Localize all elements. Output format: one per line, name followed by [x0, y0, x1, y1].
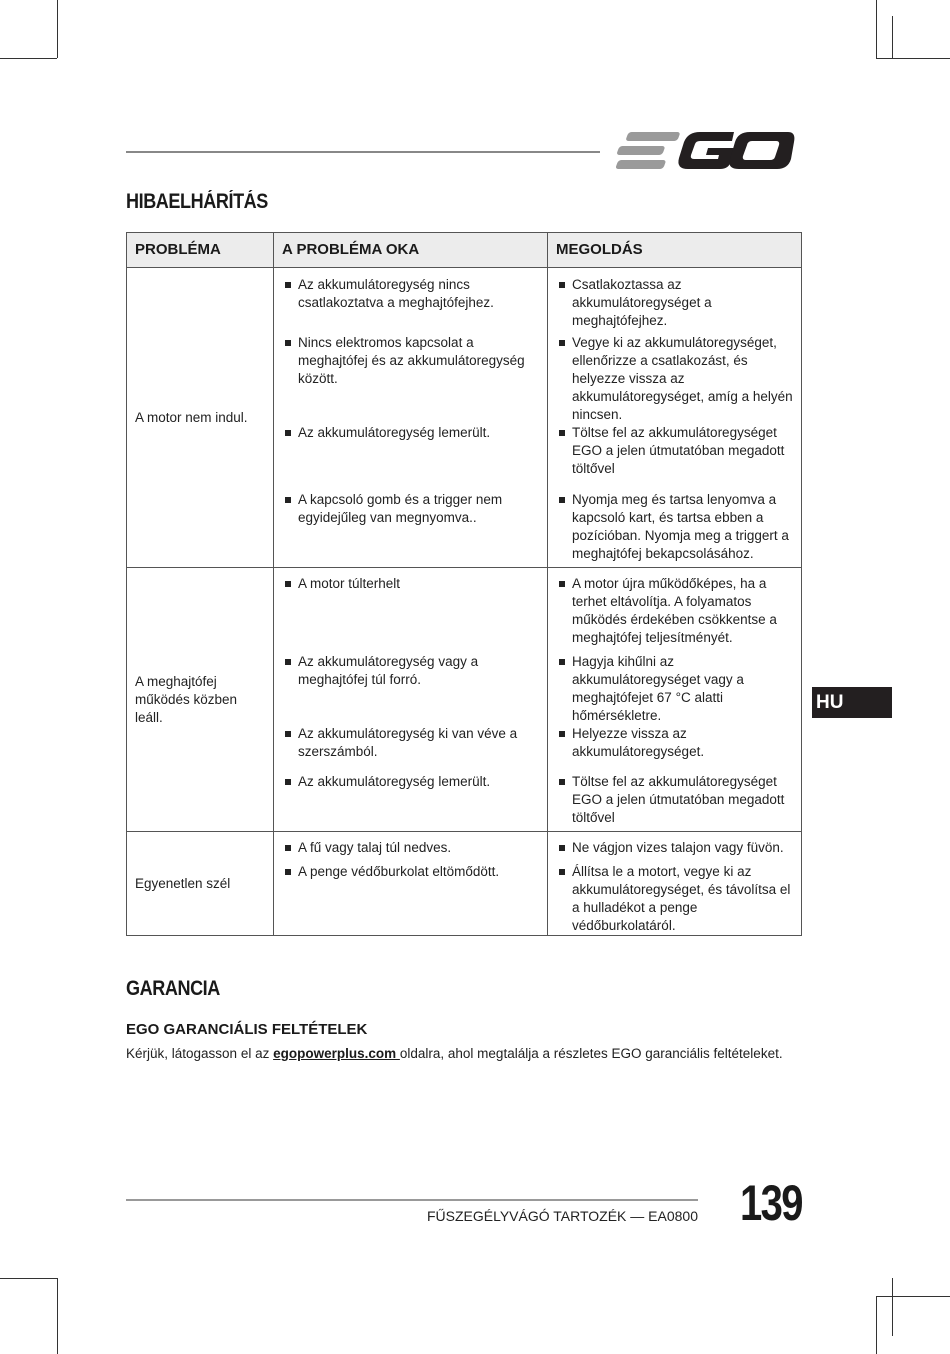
cause-text: Az akkumulátoregység lemerült. — [282, 424, 539, 442]
table-row — [127, 568, 802, 654]
warranty-text-before: Kérjük, látogasson el az — [126, 1046, 274, 1061]
column-header-problem: PROBLÉMA — [127, 233, 274, 268]
cause-text: Az akkumulátoregység lemerült. — [282, 773, 539, 791]
warranty-link[interactable]: egopowerplus.com — [273, 1046, 400, 1061]
column-header-cause: A PROBLÉMA OKA — [274, 233, 548, 268]
cause-text: A fű vagy talaj túl nedves. — [282, 839, 539, 857]
cause-text: Az akkumulátoregység ki van véve a szerszámból. — [282, 725, 539, 761]
table-header-row — [127, 233, 802, 268]
crop-mark — [892, 16, 893, 58]
crop-mark — [876, 1296, 950, 1297]
warranty-subtitle: EGO GARANCIÁLIS FELTÉTELEK — [126, 1021, 368, 1038]
solution-text: Helyezze vissza az akkumulátoregységet. — [556, 725, 793, 761]
crop-mark — [0, 58, 57, 59]
page-number: 139 — [740, 1175, 802, 1231]
header-rule — [126, 151, 600, 153]
footer-rule — [126, 1199, 698, 1201]
crop-mark — [57, 0, 58, 58]
crop-mark — [57, 1278, 58, 1354]
cause-text: Nincs elektromos kapcsolat a meghajtófej és az akkumulátoregység között. — [282, 334, 539, 388]
warranty-text-after: oldalra, ahol megtalálja a részletes EGO garanciális feltételeket. — [399, 1046, 783, 1061]
section-title-warranty: GARANCIA — [126, 977, 220, 1000]
table-row — [127, 832, 802, 864]
crop-mark — [0, 1278, 57, 1279]
crop-mark — [876, 0, 877, 58]
problem-cell: Egyenetlen szél — [127, 832, 274, 936]
troubleshooting-table — [126, 232, 802, 936]
crop-mark — [876, 58, 950, 59]
cause-text: A kapcsoló gomb és a trigger nem egyidejűleg van megnyomva.. — [282, 491, 539, 527]
crop-mark — [876, 1296, 877, 1354]
ego-logo — [616, 128, 800, 174]
solution-text: Állítsa le a motort, vegye ki az akkumulátoregységet, és távolítsa el a hulladékot a penge védőburkolatáról. — [556, 863, 793, 935]
solution-text: A motor újra működőképes, ha a terhet eltávolítja. A folyamatos működés érdekében csökkentse a meghajtófej teljesítményét. — [556, 575, 793, 647]
solution-text: Csatlakoztassa az akkumulátoregységet a meghajtófejhez. — [556, 276, 793, 330]
solution-text: Töltse fel az akkumulátoregységet EGO a jelen útmutatóban megadott töltővel — [556, 773, 793, 827]
footer-product: FŰSZEGÉLYVÁGÓ TARTOZÉK — EA0800 — [426, 1208, 698, 1224]
problem-cell: A meghajtófej működés közben leáll. — [127, 568, 274, 832]
solution-text: Vegye ki az akkumulátoregységet, ellenőrizze a csatlakozást, és helyezze vissza az akkumulátoregységet, amíg a helyén nincsen. — [556, 334, 793, 424]
solution-text: Nyomja meg és tartsa lenyomva a kapcsoló kart, és tartsa ebben a pozícióban. Nyomja meg a triggert a meghajtófej bekapcsolásához. — [556, 491, 793, 563]
solution-text: Hagyja kihűlni az akkumulátoregységet vagy a meghajtófejet 67 °C alatti hőmérsékletre. — [556, 653, 793, 725]
crop-mark — [892, 1278, 893, 1336]
solution-text: Ne vágjon vizes talajon vagy füvön. — [556, 839, 793, 857]
problem-cell: A motor nem indul. — [127, 268, 274, 568]
cause-text: Az akkumulátoregység vagy a meghajtófej túl forró. — [282, 653, 539, 689]
cause-text: A penge védőburkolat eltömődött. — [282, 863, 539, 881]
section-title-troubleshooting: HIBAELHÁRÍTÁS — [126, 190, 268, 213]
language-tab: HU — [812, 687, 892, 718]
column-header-solution: MEGOLDÁS — [548, 233, 802, 268]
cause-text: Az akkumulátoregység nincs csatlakoztatva a meghajtófejhez. — [282, 276, 539, 312]
table-row — [127, 268, 802, 335]
solution-text: Töltse fel az akkumulátoregységet EGO a jelen útmutatóban megadott töltővel — [556, 424, 793, 478]
warranty-paragraph — [126, 1046, 783, 1061]
cause-text: A motor túlterhelt — [282, 575, 539, 593]
